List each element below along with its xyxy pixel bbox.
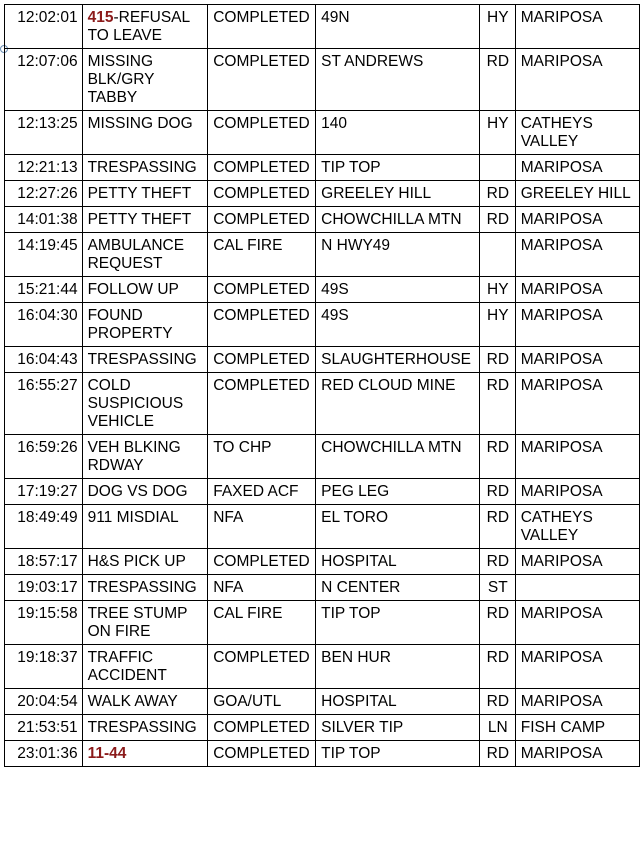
city-cell: MARIPOSA [515,347,639,373]
street-cell: HOSPITAL [316,549,480,575]
incident-code: 11-44 [87,745,127,762]
street-suffix-cell: HY [479,111,515,155]
city-cell: CATHEYS VALLEY [515,111,639,155]
disposition-cell: COMPLETED [208,155,316,181]
street-suffix-cell: RD [479,49,515,111]
city-cell: MARIPOSA [515,549,639,575]
disposition-cell: TO CHP [208,435,316,479]
disposition-cell: COMPLETED [208,207,316,233]
incident-cell [82,549,208,575]
time-cell: 12:13:25 [5,111,83,155]
incident-code: 415 [87,9,114,26]
street-cell: N CENTER [316,575,480,601]
time-cell: 12:02:01 [5,5,83,49]
city-cell: MARIPOSA [515,689,639,715]
disposition-cell: COMPLETED [208,5,316,49]
table-row [5,155,640,181]
street-cell: BEN HUR [316,645,480,689]
city-cell: MARIPOSA [515,277,639,303]
incident-text: AMBULANCE REQUEST [87,237,185,272]
city-cell: MARIPOSA [515,741,639,767]
time-cell: 12:21:13 [5,155,83,181]
street-suffix-cell [479,233,515,277]
disposition-cell: FAXED ACF [208,479,316,505]
street-suffix-cell: HY [479,5,515,49]
street-suffix-cell: RD [479,601,515,645]
city-cell: FISH CAMP [515,715,639,741]
incident-cell [82,303,208,347]
street-suffix-cell: RD [479,207,515,233]
incident-cell [82,49,208,111]
city-cell: MARIPOSA [515,233,639,277]
table-row [5,303,640,347]
incident-text: COLD SUSPICIOUS VEHICLE [87,377,184,430]
street-suffix-cell: RD [479,479,515,505]
incident-cell [82,741,208,767]
incident-text: FOLLOW UP [87,281,179,298]
incident-cell [82,207,208,233]
table-row [5,347,640,373]
street-cell: 49S [316,303,480,347]
street-cell: TIP TOP [316,741,480,767]
city-cell: MARIPOSA [515,645,639,689]
table-row [5,181,640,207]
incident-text: VEH BLKING RDWAY [87,439,181,474]
table-row [5,111,640,155]
disposition-cell: COMPLETED [208,549,316,575]
time-cell: 23:01:36 [5,741,83,767]
disposition-cell: COMPLETED [208,347,316,373]
street-suffix-cell [479,155,515,181]
disposition-cell: COMPLETED [208,741,316,767]
table-row [5,645,640,689]
street-suffix-cell: RD [479,645,515,689]
street-suffix-cell: RD [479,181,515,207]
time-cell: 15:21:44 [5,277,83,303]
city-cell: MARIPOSA [515,49,639,111]
street-cell: TIP TOP [316,155,480,181]
table-row [5,435,640,479]
disposition-cell: CAL FIRE [208,233,316,277]
table-row [5,505,640,549]
street-cell: 140 [316,111,480,155]
time-cell: 16:04:43 [5,347,83,373]
incident-text: MISSING DOG [87,115,193,132]
street-suffix-cell: RD [479,549,515,575]
disposition-cell: COMPLETED [208,715,316,741]
city-cell: CATHEYS VALLEY [515,505,639,549]
street-cell: EL TORO [316,505,480,549]
incident-text: MISSING BLK/GRY TABBY [87,53,155,106]
street-cell: RED CLOUD MINE [316,373,480,435]
incident-cell [82,435,208,479]
city-cell [515,575,639,601]
incident-text: TRESPASSING [87,351,197,368]
table-row [5,49,640,111]
city-cell: MARIPOSA [515,479,639,505]
table-row [5,601,640,645]
street-cell: GREELEY HILL [316,181,480,207]
incident-text: TRESPASSING [87,159,197,176]
disposition-cell: NFA [208,505,316,549]
incident-text: H&S PICK UP [87,553,186,570]
time-cell: 21:53:51 [5,715,83,741]
disposition-cell: COMPLETED [208,303,316,347]
incident-cell [82,645,208,689]
street-cell: TIP TOP [316,601,480,645]
city-cell: MARIPOSA [515,435,639,479]
time-cell: 16:59:26 [5,435,83,479]
incident-text: -REFUSAL TO LEAVE [87,9,190,44]
incident-text: TRAFFIC ACCIDENT [87,649,167,684]
street-suffix-cell: RD [479,741,515,767]
street-suffix-cell: RD [479,373,515,435]
disposition-cell: NFA [208,575,316,601]
table-row [5,715,640,741]
time-cell: 19:03:17 [5,575,83,601]
city-cell: MARIPOSA [515,155,639,181]
city-cell: GREELEY HILL [515,181,639,207]
time-cell: 12:27:26 [5,181,83,207]
incident-text: TRESPASSING [87,719,197,736]
disposition-cell: COMPLETED [208,373,316,435]
time-cell: 18:57:17 [5,549,83,575]
disposition-cell: COMPLETED [208,111,316,155]
call-log-body [5,5,640,767]
city-cell: MARIPOSA [515,601,639,645]
call-log-table [4,4,640,767]
disposition-cell: COMPLETED [208,49,316,111]
city-cell: MARIPOSA [515,5,639,49]
street-suffix-cell: RD [479,435,515,479]
incident-cell [82,5,208,49]
table-row [5,207,640,233]
disposition-cell: GOA/UTL [208,689,316,715]
incident-cell [82,479,208,505]
time-cell: 18:49:49 [5,505,83,549]
street-cell: N HWY49 [316,233,480,277]
time-cell: 20:04:54 [5,689,83,715]
incident-cell [82,601,208,645]
incident-text: DOG VS DOG [87,483,188,500]
incident-cell [82,181,208,207]
table-row [5,549,640,575]
incident-cell [82,689,208,715]
street-suffix-cell: RD [479,689,515,715]
table-row [5,373,640,435]
time-cell: 16:04:30 [5,303,83,347]
street-cell: SLAUGHTERHOUSE [316,347,480,373]
time-cell: 12:07:06 [5,49,83,111]
incident-cell [82,505,208,549]
street-cell: CHOWCHILLA MTN [316,207,480,233]
table-row [5,5,640,49]
street-suffix-cell: LN [479,715,515,741]
time-cell: 19:18:37 [5,645,83,689]
time-cell: 14:19:45 [5,233,83,277]
incident-cell [82,111,208,155]
disposition-cell: COMPLETED [208,277,316,303]
disposition-cell: COMPLETED [208,181,316,207]
table-row [5,689,640,715]
incident-text: WALK AWAY [87,693,178,710]
street-cell: SILVER TIP [316,715,480,741]
city-cell: MARIPOSA [515,303,639,347]
time-cell: 16:55:27 [5,373,83,435]
incident-cell [82,155,208,181]
incident-text: TRESPASSING [87,579,197,596]
street-cell: PEG LEG [316,479,480,505]
table-row [5,277,640,303]
street-suffix-cell: ST [479,575,515,601]
incident-text: TREE STUMP ON FIRE [87,605,188,640]
incident-cell [82,373,208,435]
street-cell: 49S [316,277,480,303]
city-cell: MARIPOSA [515,207,639,233]
incident-cell [82,277,208,303]
incident-text: FOUND PROPERTY [87,307,173,342]
incident-cell [82,233,208,277]
incident-cell [82,715,208,741]
street-suffix-cell: RD [479,505,515,549]
street-cell: 49N [316,5,480,49]
table-row [5,575,640,601]
incident-cell [82,575,208,601]
time-cell: 17:19:27 [5,479,83,505]
incident-text: PETTY THEFT [87,185,192,202]
street-cell: CHOWCHILLA MTN [316,435,480,479]
street-suffix-cell: RD [479,347,515,373]
incident-text: PETTY THEFT [87,211,192,228]
city-cell: MARIPOSA [515,373,639,435]
disposition-cell: CAL FIRE [208,601,316,645]
time-cell: 14:01:38 [5,207,83,233]
time-cell: 19:15:58 [5,601,83,645]
street-cell: HOSPITAL [316,689,480,715]
table-row [5,741,640,767]
street-cell: ST ANDREWS [316,49,480,111]
street-suffix-cell: HY [479,277,515,303]
table-row [5,233,640,277]
incident-cell [82,347,208,373]
incident-text: 911 MISDIAL [87,509,179,526]
street-suffix-cell: HY [479,303,515,347]
disposition-cell: COMPLETED [208,645,316,689]
table-row [5,479,640,505]
